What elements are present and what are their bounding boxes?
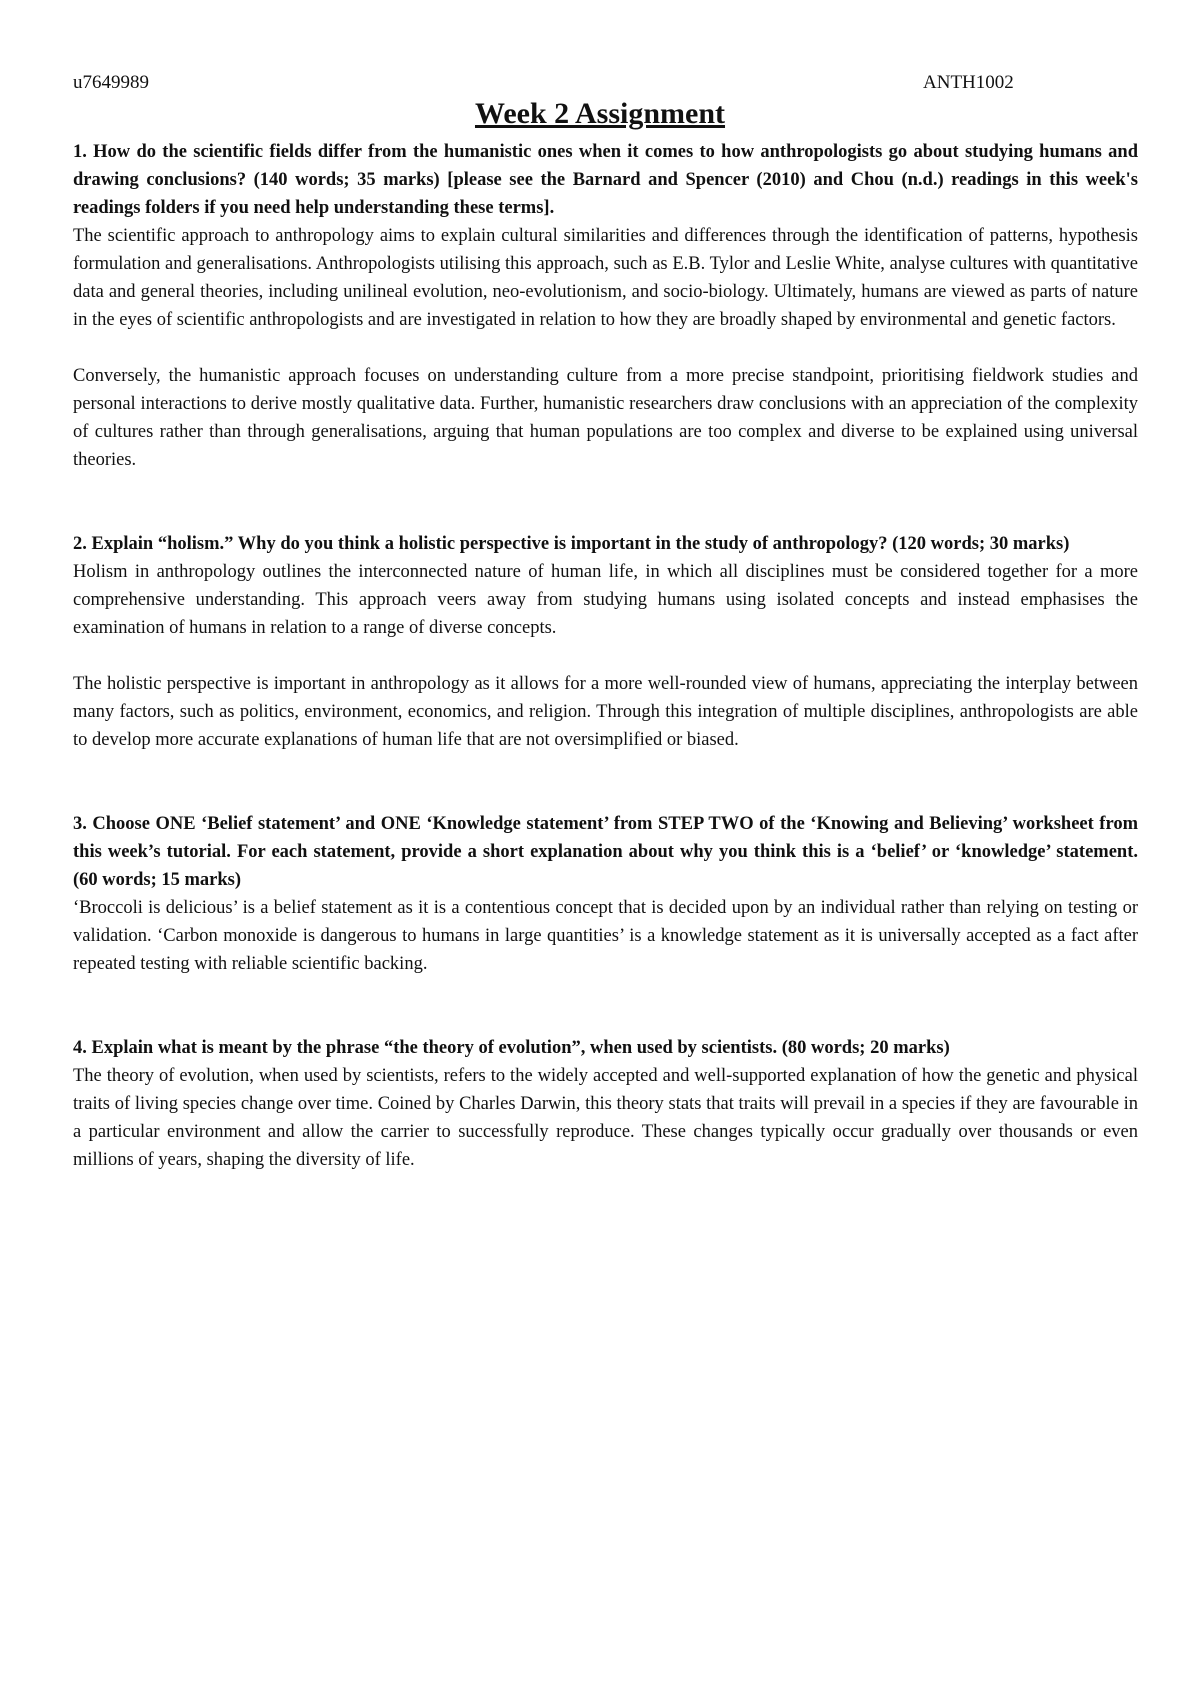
student-id: u7649989 [73,72,149,93]
question-section-1 [73,138,1138,474]
answer-paragraph: Holism in anthropology outlines the interconnected nature of human life, in which all disciplines must be considered together for a more comprehensive understanding. This approach veers away from studying humans using isolated concepts and instead emphasises the examination of humans in relation to a range of diverse concepts. [73,562,1138,638]
question-prompt: 4. Explain what is meant by the phrase “the theory of evolution”, when used by scientists. (80 words; 20 marks) [73,1038,950,1058]
question-prompt: 2. Explain “holism.” Why do you think a holistic perspective is important in the study of anthropology? (120 words; 30 marks) [73,534,1070,554]
answer-paragraph: The holistic perspective is important in anthropology as it allows for a more well-rounded view of humans, appreciating the interplay between many factors, such as politics, environment, economics, and religion. Through this integration of multiple disciplines, anthropologists are able to develop more accurate explanations of human life that are not oversimplified or biased. [73,674,1138,750]
question-prompt: 3. Choose ONE ‘Belief statement’ and ONE ‘Knowledge statement’ from STEP TWO of the ‘Knowing and Believing’ worksheet from this week’s tutorial. For each statement, provide a short explanation about why you think this is a ‘belief’ or ‘knowledge’ statement. (60 words; 15 marks) [73,814,1138,890]
page-title: Week 2 Assignment [474,97,726,130]
assignment-content [73,138,1138,1174]
question-section-4 [73,1034,1138,1174]
course-code: ANTH1002 [923,72,1014,93]
answer-paragraph: Conversely, the humanistic approach focuses on understanding culture from a more precise standpoint, prioritising fieldwork studies and personal interactions to derive mostly qualitative data. Further, humanistic researchers draw conclusions with an appreciation of the complexity of cultures rather than through generalisations, arguing that human populations are too complex and diverse to be explained using universal theories. [73,366,1138,470]
question-section-3 [73,810,1138,978]
question-section-2 [73,530,1138,754]
question-prompt: 1. How do the scientific fields differ from the humanistic ones when it comes to how anthropologists go about studying humans and drawing conclusions? (140 words; 35 marks) [please see the Barnard and Spencer (2010) and Chou (n.d.) readings in this week's readings folders if you need help understanding these terms]. [73,142,1138,218]
answer-paragraph: The theory of evolution, when used by scientists, refers to the widely accepted and well-supported explanation of how the genetic and physical traits of living species change over time. Coined by Charles Darwin, this theory stats that traits will prevail in a species if they are favourable in a particular environment and allow the carrier to successfully reproduce. These changes typically occur gradually over thousands or even millions of years, shaping the diversity of life. [73,1066,1138,1170]
answer-paragraph: The scientific approach to anthropology aims to explain cultural similarities and differences through the identification of patterns, hypothesis formulation and generalisations. Anthropologists utilising this approach, such as E.B. Tylor and Leslie White, analyse cultures with quantitative data and general theories, including unilineal evolution, neo-evolutionism, and socio-biology. Ultimately, humans are viewed as parts of nature in the eyes of scientific anthropologists and are investigated in relation to how they are broadly shaped by environmental and genetic factors. [73,226,1138,330]
answer-paragraph: ‘Broccoli is delicious’ is a belief statement as it is a contentious concept that is decided upon by an individual rather than relying on testing or validation. ‘Carbon monoxide is dangerous to humans in large quantities’ is a knowledge statement as it is universally accepted as a fact after repeated testing with reliable scientific backing. [73,898,1138,974]
